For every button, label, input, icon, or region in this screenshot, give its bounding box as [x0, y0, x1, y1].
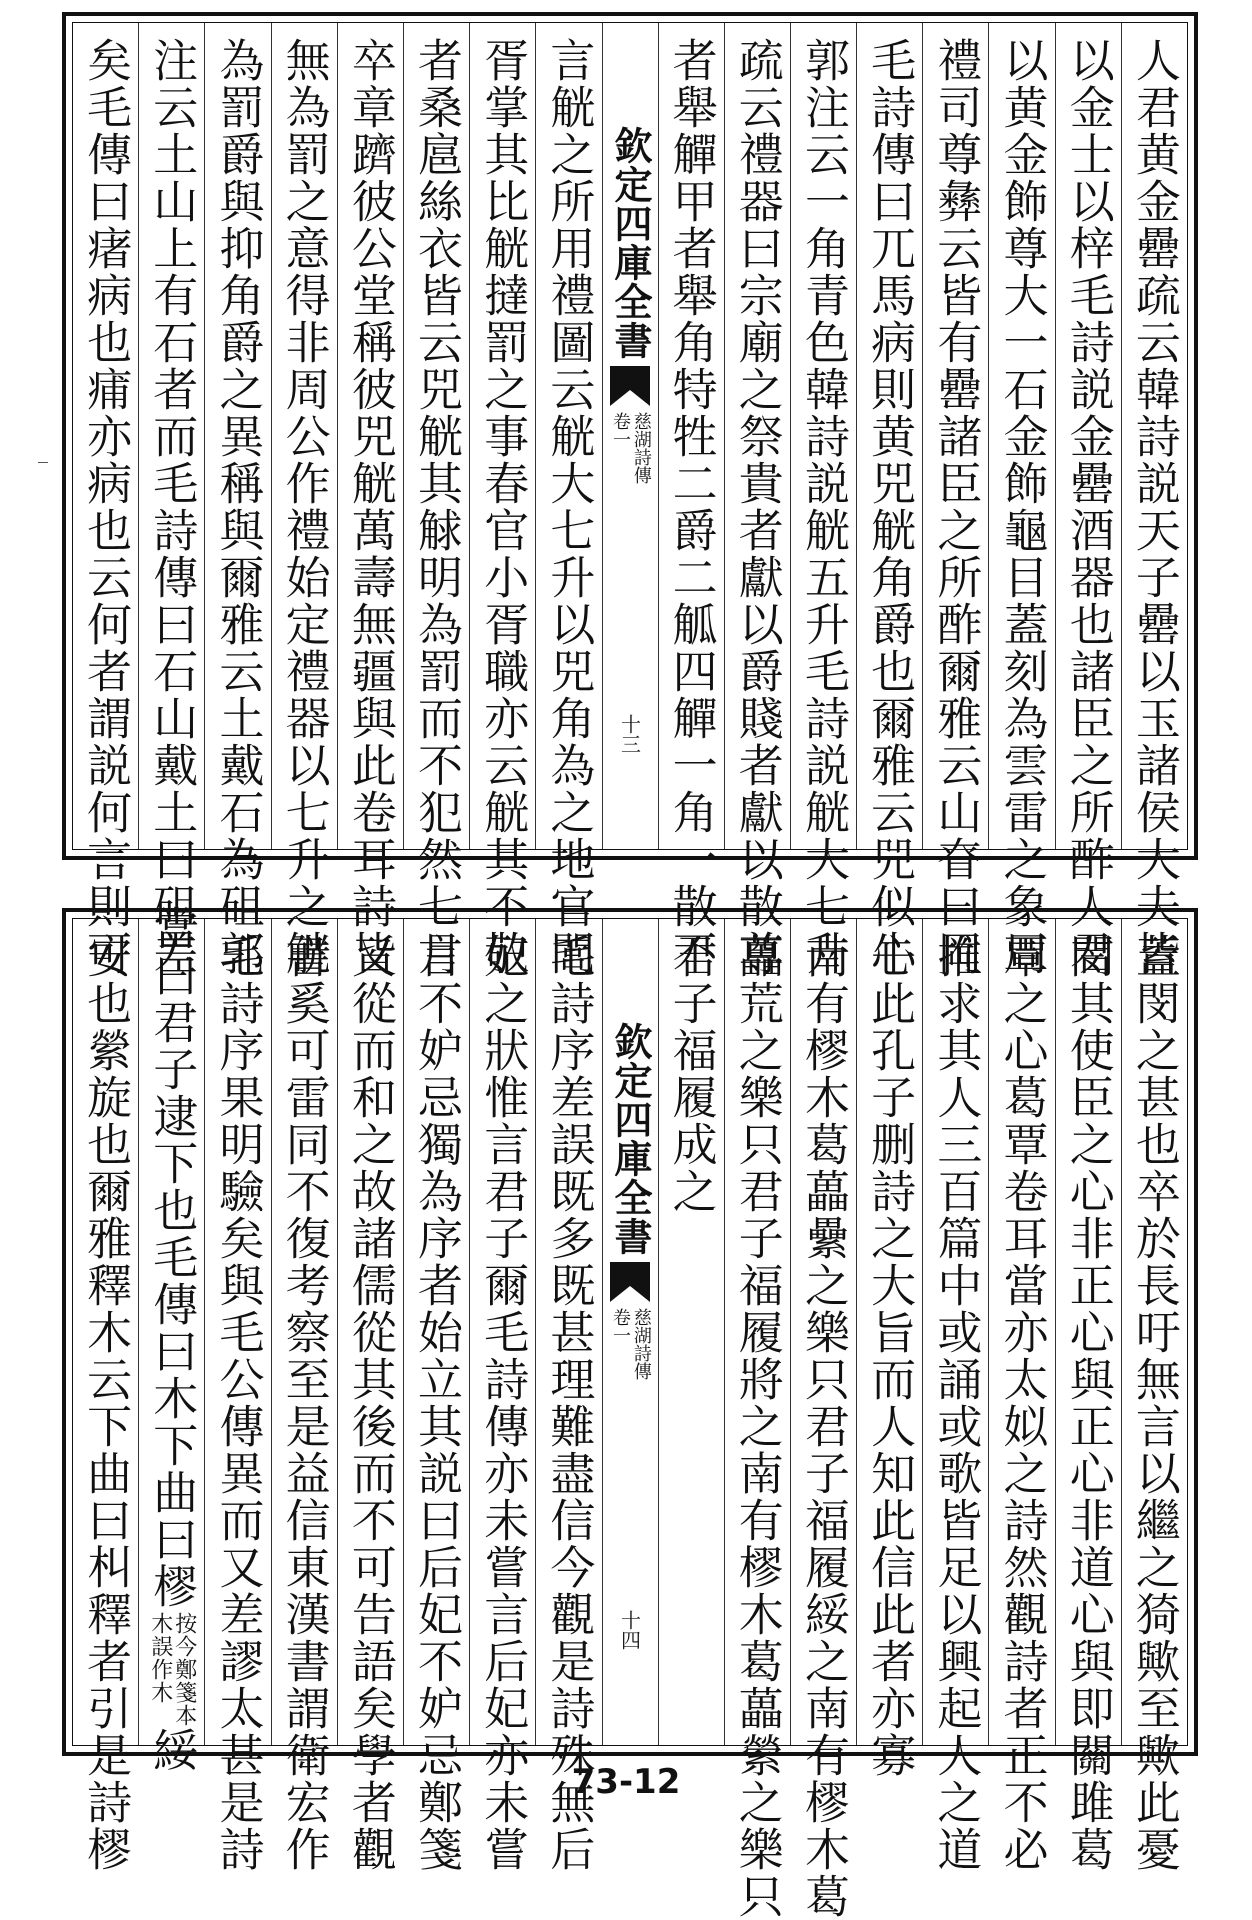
- margin-tick: [38, 462, 48, 463]
- text-column: 推求其人三百篇中或誦或歌皆足以興起人之道: [922, 919, 988, 1745]
- book-spine-column: [602, 23, 658, 849]
- text-column: 郭注云一角青色韓詩説觥五升毛詩説觥大七升: [790, 23, 856, 849]
- text-columns-top: [72, 22, 1188, 977]
- text-column: 人君黄金罍疏云韓詩説天子罍以玉諸侯大夫皆: [1121, 23, 1187, 849]
- book-spine-column: [602, 919, 658, 1745]
- text-column: 蓋閔之甚也卒於長吁無言以繼之猗歟至歟此憂: [1121, 919, 1187, 1745]
- text-column: 為罰爵與抑角爵之異稱與爾雅云土戴石為砠郭: [204, 23, 270, 849]
- fish-tail-mark: [610, 366, 650, 406]
- text-column: 心此孔子删詩之大旨而人知此信此者亦寡: [856, 919, 922, 1745]
- interlinear-note: 按今鄭箋本 木誤作木: [147, 1611, 197, 1727]
- text-column: 禮司尊彝云皆有罍諸臣之所酢爾雅云山眘曰岡: [922, 23, 988, 849]
- text-column: 毛詩序果明驗矣與毛公傳異而又差謬太甚是詩: [204, 919, 270, 1745]
- folio-number: 十四: [617, 1610, 642, 1650]
- text-column: 又從而和之故諸儒從其後而不可告語矣學者觀: [337, 919, 403, 1745]
- text-column: 疏云禮器曰宗廟之祭貴者獻以爵賤者獻以散尊: [724, 23, 790, 849]
- text-column: 者桑扈絲衣皆云兕觥其觩明為罰而不犯然七月: [403, 23, 469, 849]
- text-column: 南有樛木葛藟纍之樂只君子福履綏之南有樛木葛: [790, 919, 856, 1745]
- text-column: 安也縈旋也爾雅釋木云下曲曰朻釋者引是詩樛: [79, 933, 133, 1873]
- text-column-with-note: 當曰君子逮下也毛傳曰木下曲曰樛 按今鄭箋本 木誤作木 綏: [138, 919, 204, 1745]
- page-number: 73-12: [571, 1762, 681, 1802]
- text-column: 妃之狀惟言君子爾毛詩傳亦未嘗言后妃亦未嘗: [469, 919, 535, 1745]
- text-column: 注云土山上有石者而毛詩傳曰石山戴土曰砠差: [138, 23, 204, 849]
- volume-label: 慈湖詩傳 卷一: [610, 412, 652, 484]
- text-column: 矣毛傳曰瘏病也痡亦病也云何者謂説何言則可: [79, 37, 133, 977]
- text-column: 言觥之所用禮圖云觥大七升以兕角為之地官閭: [535, 23, 601, 849]
- text-column: 無為罰之意得非周公作禮始定禮器以七升之觥: [271, 23, 337, 849]
- text-column: 毛詩序差誤既多既甚理難盡信今觀是詩殊無后: [535, 919, 601, 1745]
- book-title: 欽定四庫全書: [608, 126, 653, 360]
- fish-tail-mark: [610, 1262, 650, 1302]
- volume-label: 慈湖詩傳 卷一: [610, 1308, 652, 1380]
- folio-number: 十三: [617, 714, 642, 754]
- text-column: 藟荒之樂只君子福履將之南有樛木葛藟縈之樂只: [724, 919, 790, 1745]
- text-column: 以黄金飾尊大一石金飾龜目蓋刻為雲雷之象周: [988, 23, 1054, 849]
- page-panel-top: [62, 12, 1198, 977]
- text-column: 覃之心葛覃卷耳當亦太姒之詩然觀詩者正不必: [988, 919, 1054, 1745]
- text-column: 者舉觶甲者舉角特牲二爵二觚四觶一角一散不: [658, 23, 724, 849]
- text-column: 書奚可雷同不復考察至是益信東漢書謂衛宏作: [271, 919, 337, 1745]
- text-column: 言不妒忌獨為序者始立其説曰后妃不妒忌鄭箋: [403, 919, 469, 1745]
- text-column: 閔其使臣之心非正心與正心非道心與即關雎葛: [1055, 919, 1121, 1745]
- text-column: 卒章躋彼公堂稱彼兕觥萬壽無疆與此卷耳詩皆: [337, 23, 403, 849]
- text-column: 毛詩傳曰兀馬病則黄兕觥角爵也爾雅云兕似牛: [856, 23, 922, 849]
- text-column: 君子福履成之: [658, 919, 724, 1745]
- text-column: 胥掌其比觥撻罰之事春官小胥職亦云觥其不敬: [469, 23, 535, 849]
- text-column: 以金士以梓毛詩説金罍酒器也諸臣之所酢人君: [1055, 23, 1121, 849]
- book-title: 欽定四庫全書: [608, 1022, 653, 1256]
